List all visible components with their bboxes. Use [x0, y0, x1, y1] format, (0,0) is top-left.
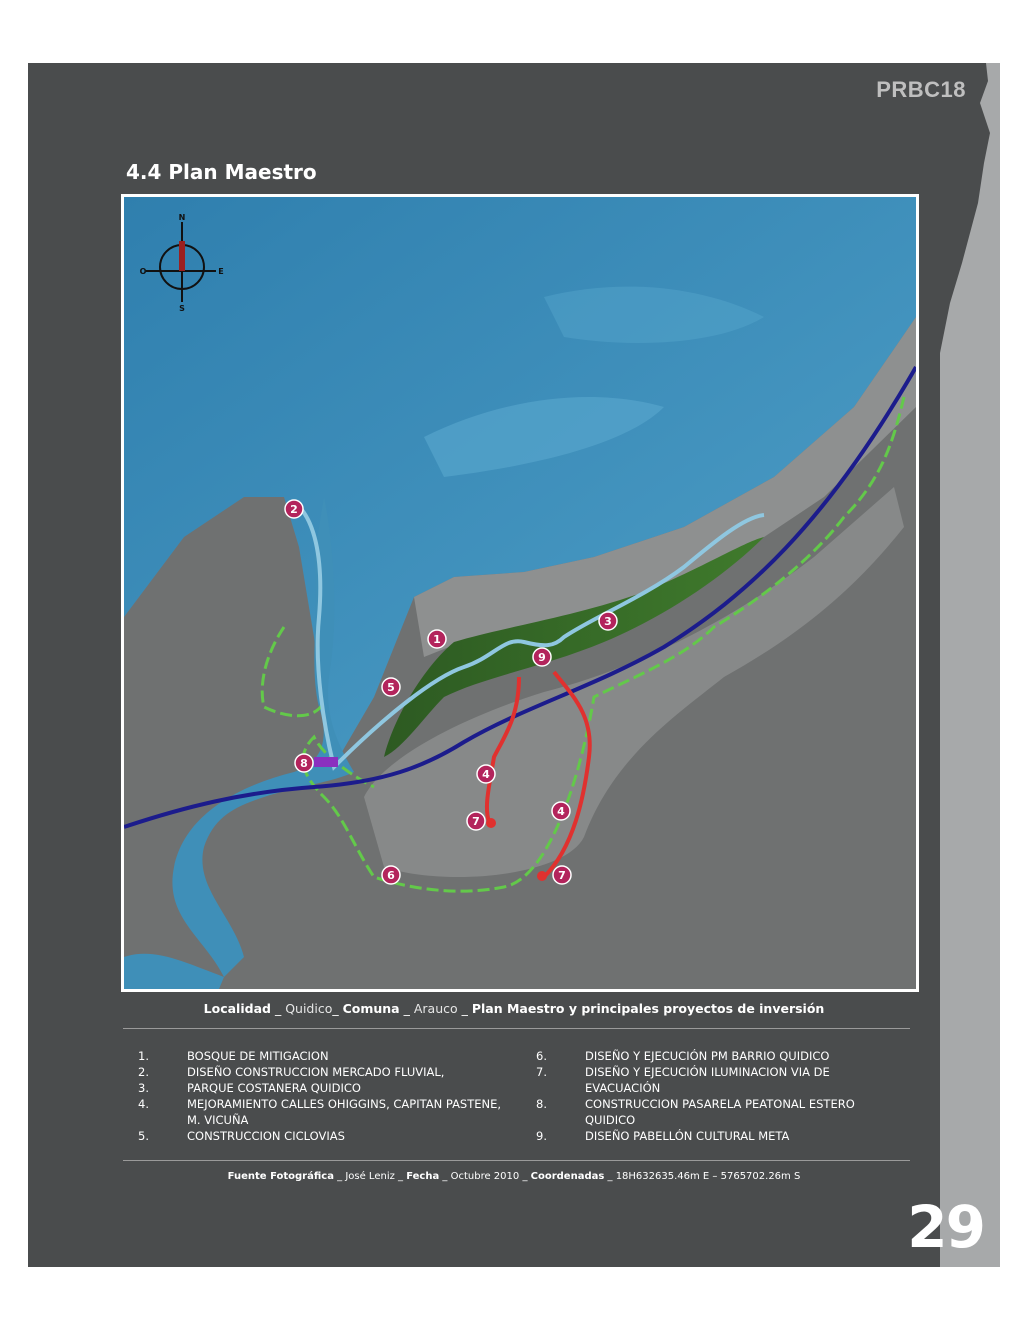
- svg-text:O: O: [139, 267, 147, 276]
- map-caption: Localidad _ Quidico_ Comuna _ Arauco _ Plan Maestro y principales proyectos de inversión: [203, 1001, 825, 1016]
- caption-plan-label: Plan Maestro y principales proyectos de inversión: [471, 1001, 825, 1016]
- svg-text:S: S: [179, 304, 185, 313]
- divider-bottom: [123, 1160, 910, 1161]
- legend-item-text: DISEÑO CONSTRUCCION MERCADO FLUVIAL,: [187, 1065, 445, 1079]
- legend-item-text: PARQUE COSTANERA QUIDICO: [187, 1081, 361, 1095]
- svg-text:8: 8: [300, 757, 308, 770]
- divider-top: [123, 1028, 910, 1029]
- legend-item-number: 6.: [536, 1049, 547, 1063]
- legend-item-number: 3.: [138, 1081, 149, 1095]
- pedestrian-bridge: [314, 757, 338, 767]
- svg-text:7: 7: [558, 869, 566, 882]
- legend-item-number: 7.: [536, 1065, 547, 1079]
- street-endpoint-2: [537, 871, 547, 881]
- project-marker-7: [553, 866, 571, 884]
- project-marker-1: [428, 630, 446, 648]
- legend-item-number: 4.: [138, 1097, 149, 1111]
- project-marker-4: [552, 802, 570, 820]
- svg-text:4: 4: [557, 805, 565, 818]
- document-page: [28, 63, 1000, 1267]
- legend-item-text: MEJORAMIENTO CALLES OHIGGINS, CAPITAN PASTENE, M. VICUÑA: [187, 1097, 502, 1127]
- svg-text:2: 2: [290, 503, 298, 516]
- source-date-label: Fecha: [406, 1171, 440, 1182]
- project-marker-6: [382, 866, 400, 884]
- document-code: PRBC18: [876, 77, 966, 102]
- legend-item-text: DISEÑO Y EJECUCIÓN PM BARRIO QUIDICO: [585, 1049, 830, 1063]
- svg-text:E: E: [218, 267, 224, 276]
- source-date-value: Octubre 2010: [450, 1171, 520, 1182]
- svg-text:9: 9: [538, 651, 546, 664]
- project-marker-3: [599, 612, 617, 630]
- legend-item-text: CONSTRUCCION CICLOVIAS: [187, 1129, 345, 1143]
- legend-item-text: CONSTRUCCION PASARELA PEATONAL ESTERO QUIDICO: [585, 1097, 855, 1127]
- caption-locality-label: Localidad: [203, 1001, 271, 1016]
- svg-text:6: 6: [387, 869, 395, 882]
- svg-text:5: 5: [387, 681, 395, 694]
- master-plan-map: [121, 194, 919, 992]
- legend-item-number: 2.: [138, 1065, 149, 1079]
- caption-locality-value: Quidico: [285, 1001, 333, 1016]
- svg-text:N: N: [178, 213, 186, 222]
- legend-item-text: DISEÑO Y EJECUCIÓN ILUMINACION VIA DE EVACUACIÓN: [585, 1065, 830, 1095]
- project-marker-8: [295, 754, 313, 772]
- project-marker-5: [382, 678, 400, 696]
- project-marker-9: [533, 648, 551, 666]
- legend-item-text: DISEÑO PABELLÓN CULTURAL META: [585, 1129, 790, 1143]
- coastline-graphic: [940, 63, 1000, 1267]
- caption-comuna-value: Arauco: [413, 1001, 458, 1016]
- source-photo-value: José Leniz: [345, 1171, 395, 1182]
- page-number: 29: [907, 1193, 984, 1261]
- project-marker-2: [285, 500, 303, 518]
- project-marker-7: [467, 812, 485, 830]
- caption-comuna-label: Comuna: [342, 1001, 400, 1016]
- legend-item-number: 9.: [536, 1129, 547, 1143]
- street-endpoint-1: [486, 818, 496, 828]
- svg-text:3: 3: [604, 615, 612, 628]
- project-marker-4: [477, 765, 495, 783]
- source-coord-value: 18H632635.46m E – 5765702.26m S: [615, 1171, 801, 1182]
- legend-item-text: BOSQUE DE MITIGACION: [187, 1049, 329, 1063]
- section-title: 4.4 Plan Maestro: [126, 160, 317, 184]
- legend-item-number: 5.: [138, 1129, 149, 1143]
- svg-text:7: 7: [472, 815, 480, 828]
- source-photo-label: Fuente Fotográfica: [227, 1171, 334, 1182]
- legend-item-number: 1.: [138, 1049, 149, 1063]
- source-coord-label: Coordenadas: [530, 1171, 605, 1182]
- photo-source: Fuente Fotográfica _ José Leniz _ Fecha _ Octubre 2010 _ Coordenadas _ 18H632635.46m E – 5765702.26m S: [227, 1171, 801, 1182]
- legend-item-number: 8.: [536, 1097, 547, 1111]
- svg-text:4: 4: [482, 768, 490, 781]
- svg-text:1: 1: [433, 633, 441, 646]
